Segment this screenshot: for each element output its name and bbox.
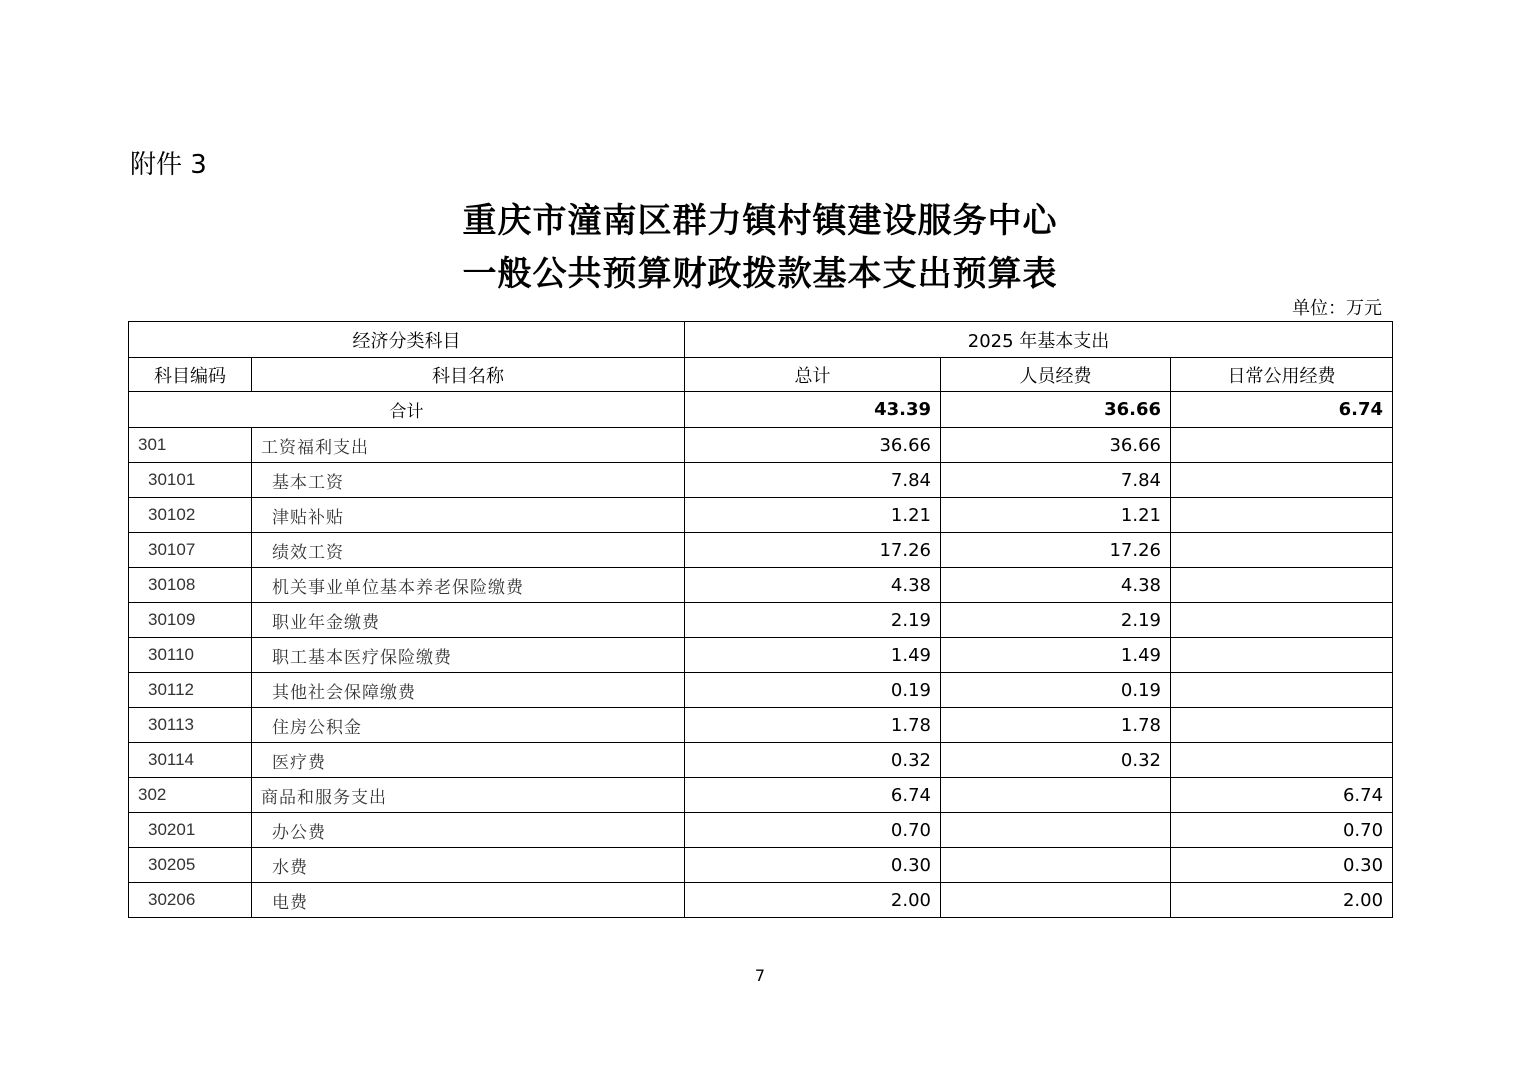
total-public: 6.74 xyxy=(1171,392,1393,428)
row-name: 职业年金缴费 xyxy=(252,603,685,638)
header-personnel: 人员经费 xyxy=(941,358,1171,392)
row-total: 0.30 xyxy=(685,848,941,883)
row-code: 30205 xyxy=(129,848,252,883)
row-name: 津贴补贴 xyxy=(252,498,685,533)
row-public xyxy=(1171,533,1393,568)
row-personnel xyxy=(941,778,1171,813)
row-personnel: 1.49 xyxy=(941,638,1171,673)
row-code: 30114 xyxy=(129,743,252,778)
budget-table xyxy=(128,321,1393,918)
row-public: 0.70 xyxy=(1171,813,1393,848)
row-total: 36.66 xyxy=(685,428,941,463)
row-total: 1.78 xyxy=(685,708,941,743)
row-personnel: 1.78 xyxy=(941,708,1171,743)
row-code: 30110 xyxy=(129,638,252,673)
row-personnel: 17.26 xyxy=(941,533,1171,568)
header-row-group xyxy=(129,322,1393,358)
row-code: 30113 xyxy=(129,708,252,743)
row-total: 1.49 xyxy=(685,638,941,673)
row-name: 绩效工资 xyxy=(252,533,685,568)
table-row xyxy=(129,568,1393,603)
table-row xyxy=(129,883,1393,918)
title-line-1: 重庆市潼南区群力镇村镇建设服务中心 xyxy=(462,201,1058,241)
table-row xyxy=(129,498,1393,533)
row-name: 其他社会保障缴费 xyxy=(252,673,685,708)
total-personnel: 36.66 xyxy=(941,392,1171,428)
row-total: 7.84 xyxy=(685,463,941,498)
unit-label: 单位：万元 xyxy=(1292,298,1382,319)
table-row xyxy=(129,813,1393,848)
row-personnel xyxy=(941,883,1171,918)
header-row-columns xyxy=(129,358,1393,392)
header-economic-category: 经济分类科目 xyxy=(129,322,685,358)
title-line-2: 一般公共预算财政拨款基本支出预算表 xyxy=(462,254,1058,294)
header-public: 日常公用经费 xyxy=(1171,358,1393,392)
header-total: 总计 xyxy=(685,358,941,392)
row-total: 6.74 xyxy=(685,778,941,813)
row-code: 302 xyxy=(129,778,252,813)
row-code: 30101 xyxy=(129,463,252,498)
total-row xyxy=(129,392,1393,428)
row-total: 2.00 xyxy=(685,883,941,918)
row-name: 机关事业单位基本养老保险缴费 xyxy=(252,568,685,603)
row-public xyxy=(1171,603,1393,638)
header-code: 科目编码 xyxy=(129,358,252,392)
row-public xyxy=(1171,673,1393,708)
row-name: 办公费 xyxy=(252,813,685,848)
row-personnel: 4.38 xyxy=(941,568,1171,603)
table-row xyxy=(129,463,1393,498)
table-row xyxy=(129,673,1393,708)
row-total: 2.19 xyxy=(685,603,941,638)
row-total: 1.21 xyxy=(685,498,941,533)
row-personnel: 7.84 xyxy=(941,463,1171,498)
row-personnel: 36.66 xyxy=(941,428,1171,463)
row-personnel: 2.19 xyxy=(941,603,1171,638)
row-code: 30201 xyxy=(129,813,252,848)
table-row xyxy=(129,428,1393,463)
row-personnel: 1.21 xyxy=(941,498,1171,533)
table-row xyxy=(129,848,1393,883)
row-personnel: 0.19 xyxy=(941,673,1171,708)
table-row xyxy=(129,603,1393,638)
table-row xyxy=(129,743,1393,778)
row-name: 商品和服务支出 xyxy=(252,778,685,813)
row-public: 2.00 xyxy=(1171,883,1393,918)
table-row xyxy=(129,638,1393,673)
page-number: 7 xyxy=(754,966,766,985)
total-amount: 43.39 xyxy=(685,392,941,428)
row-public xyxy=(1171,638,1393,673)
row-code: 30206 xyxy=(129,883,252,918)
row-public xyxy=(1171,463,1393,498)
row-personnel: 0.32 xyxy=(941,743,1171,778)
row-public xyxy=(1171,498,1393,533)
row-personnel xyxy=(941,813,1171,848)
row-personnel xyxy=(941,848,1171,883)
row-code: 30112 xyxy=(129,673,252,708)
row-name: 住房公积金 xyxy=(252,708,685,743)
attachment-label: 附件 3 xyxy=(130,150,207,180)
row-total: 0.70 xyxy=(685,813,941,848)
row-code: 30108 xyxy=(129,568,252,603)
row-code: 30109 xyxy=(129,603,252,638)
table-row xyxy=(129,778,1393,813)
table-row xyxy=(129,708,1393,743)
row-total: 4.38 xyxy=(685,568,941,603)
row-code: 301 xyxy=(129,428,252,463)
row-code: 30102 xyxy=(129,498,252,533)
row-name: 职工基本医疗保险缴费 xyxy=(252,638,685,673)
row-public xyxy=(1171,428,1393,463)
row-name: 医疗费 xyxy=(252,743,685,778)
row-total: 0.32 xyxy=(685,743,941,778)
row-total: 17.26 xyxy=(685,533,941,568)
row-name: 水费 xyxy=(252,848,685,883)
header-basic-expenditure: 2025 年基本支出 xyxy=(685,322,1393,358)
header-name: 科目名称 xyxy=(252,358,685,392)
row-code: 30107 xyxy=(129,533,252,568)
row-name: 电费 xyxy=(252,883,685,918)
row-public: 0.30 xyxy=(1171,848,1393,883)
total-label: 合计 xyxy=(129,392,685,428)
row-total: 0.19 xyxy=(685,673,941,708)
row-name: 工资福利支出 xyxy=(252,428,685,463)
row-public: 6.74 xyxy=(1171,778,1393,813)
row-public xyxy=(1171,743,1393,778)
row-name: 基本工资 xyxy=(252,463,685,498)
row-public xyxy=(1171,568,1393,603)
table-row xyxy=(129,533,1393,568)
row-public xyxy=(1171,708,1393,743)
